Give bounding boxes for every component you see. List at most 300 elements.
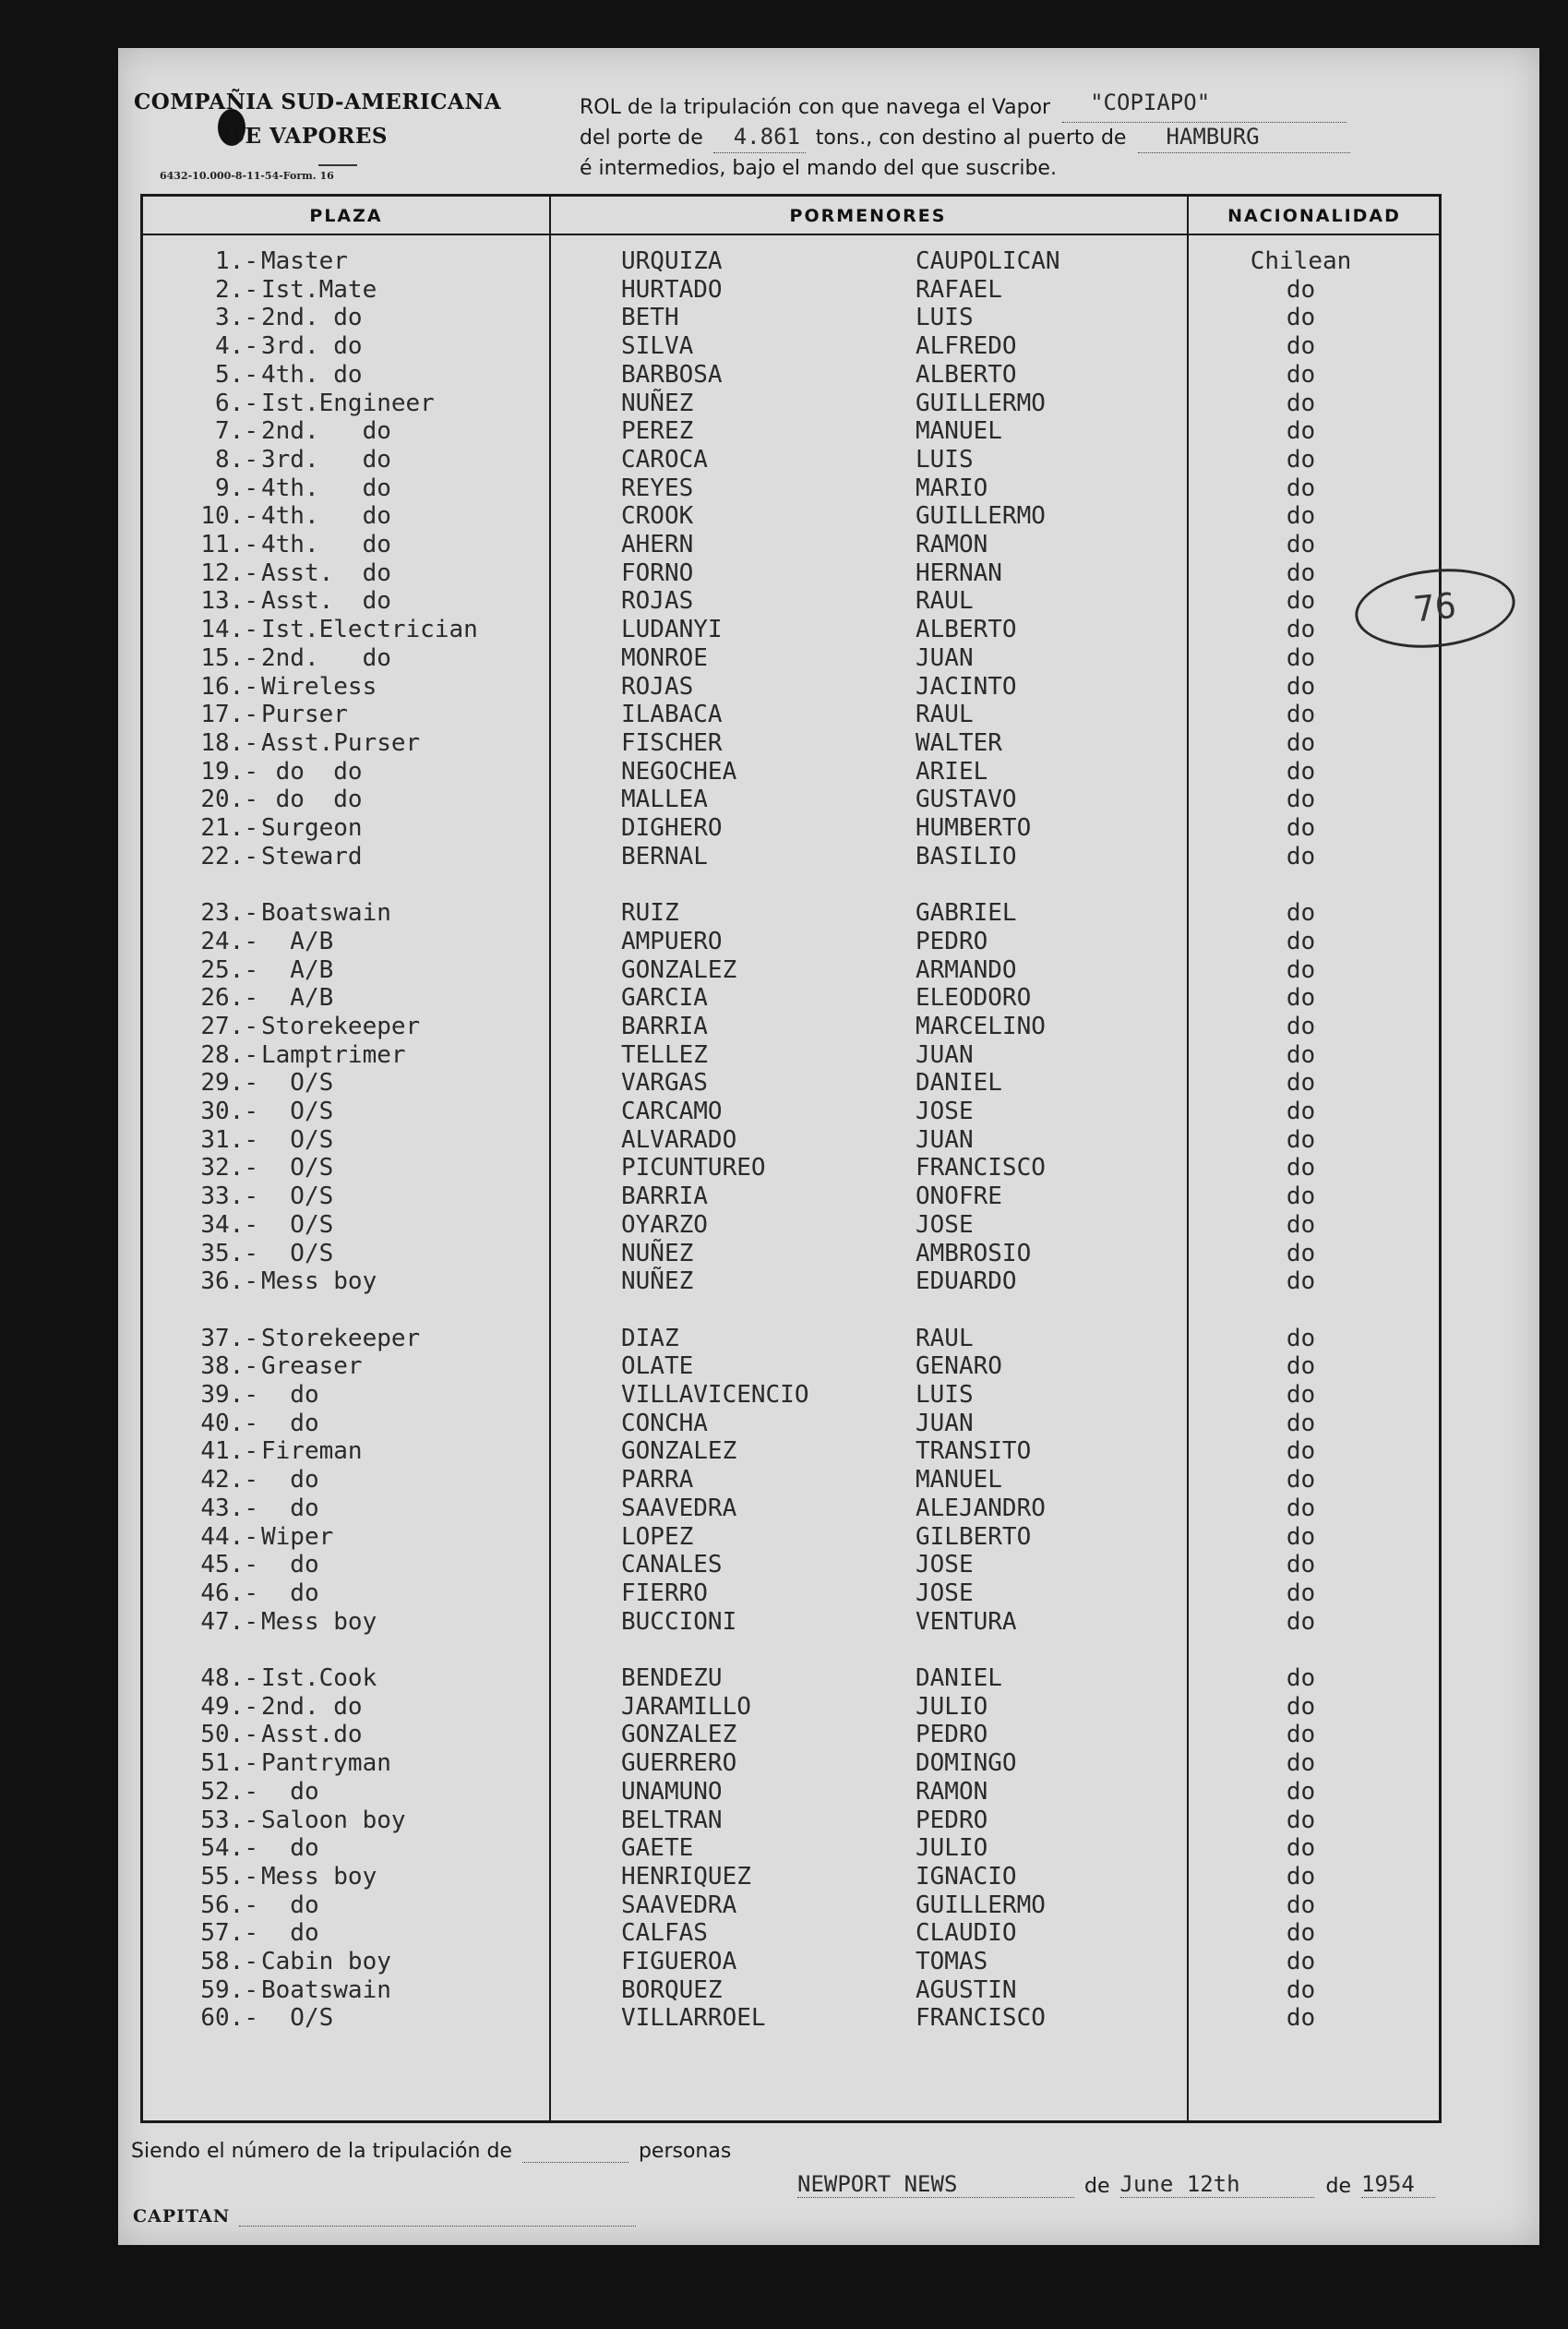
given-name: GUSTAVO [916, 786, 1017, 814]
given-name: WALTER [916, 728, 1002, 757]
table-row [0, 1098, 1568, 1125]
given-name: VENTURA [916, 1607, 1017, 1636]
position: do [261, 1919, 319, 1948]
position: Cabin boy [261, 1948, 391, 1975]
nationality: do [1286, 2004, 1316, 2033]
row-number: 52.- [200, 1777, 258, 1806]
row-number: 28.- [200, 1040, 258, 1069]
row-number: 15.- [200, 643, 258, 672]
position: Wiper [261, 1522, 334, 1551]
nationality: do [1286, 417, 1316, 446]
given-name: FRANCISCO [916, 2004, 1046, 2033]
table-row [0, 1495, 1568, 1522]
given-name: TRANSITO [916, 1437, 1032, 1466]
row-number: 51.- [200, 1749, 258, 1778]
surname: PEREZ [621, 417, 694, 446]
roll-header [580, 92, 1447, 184]
given-name: RAFAEL [916, 275, 1002, 304]
row-number: 34.- [200, 1210, 258, 1239]
position: do do [261, 757, 363, 786]
given-name: JACINTO [916, 672, 1017, 701]
given-name: HUMBERTO [916, 814, 1032, 842]
row-number: 32.- [200, 1154, 258, 1183]
table-row [0, 1154, 1568, 1182]
given-name: JULIO [916, 1692, 988, 1721]
row-number: 43.- [200, 1494, 258, 1522]
row-number: 8.- [215, 445, 258, 474]
given-name: GUILLERMO [916, 1891, 1046, 1919]
position: Purser [261, 701, 348, 729]
surname: BARRIA [621, 1183, 708, 1211]
table-row [0, 1948, 1568, 1975]
row-number: 47.- [200, 1607, 258, 1636]
surname: BORQUEZ [621, 1975, 723, 2004]
surname: BETH [621, 304, 679, 332]
surname: VARGAS [621, 1069, 708, 1098]
position: Mess boy [261, 1267, 377, 1296]
row-number: 17.- [200, 701, 258, 729]
year: 1954 [1361, 2171, 1415, 2197]
header-rule [143, 234, 1439, 235]
given-name: RAMON [916, 1777, 988, 1806]
given-name: PEDRO [916, 1721, 988, 1749]
surname: AMPUERO [621, 927, 723, 955]
surname: CARCAMO [621, 1098, 723, 1125]
header-line-2-prefix: del porte de [580, 126, 703, 150]
surname: CANALES [621, 1551, 723, 1579]
given-name: PEDRO [916, 1806, 988, 1834]
nationality: do [1286, 984, 1316, 1013]
given-name: CAUPOLICAN [916, 247, 1060, 275]
row-number: 46.- [200, 1579, 258, 1607]
table-row [0, 729, 1568, 757]
row-number: 31.- [200, 1125, 258, 1154]
row-number: 45.- [200, 1551, 258, 1579]
position: 4th. do [261, 502, 391, 531]
position: 4th. do [261, 474, 391, 502]
table-row [0, 1919, 1568, 1947]
surname: ROJAS [621, 587, 694, 616]
given-name: DOMINGO [916, 1749, 1017, 1778]
table-row [0, 786, 1568, 813]
given-name: JUAN [916, 643, 974, 672]
table-row [0, 1183, 1568, 1210]
column-header-pormenores: PORMENORES [789, 206, 947, 226]
position: Mess boy [261, 1607, 377, 1636]
tonnage-field [713, 124, 806, 153]
surname: BELTRAN [621, 1806, 723, 1834]
position: Boatswain [261, 899, 391, 928]
given-name: MARCELINO [916, 1012, 1046, 1040]
row-number: 4.- [215, 332, 258, 361]
given-name: MANUEL [916, 1466, 1002, 1495]
row-number: 10.- [200, 502, 258, 531]
position: Asst.Purser [261, 728, 421, 757]
given-name: LUIS [916, 304, 974, 332]
row-number: 21.- [200, 814, 258, 842]
nationality: do [1286, 1409, 1316, 1437]
nationality: do [1286, 1749, 1316, 1778]
column-header-plaza: PLAZA [309, 206, 383, 226]
position: Wireless [261, 672, 377, 701]
nationality: do [1286, 1494, 1316, 1522]
nationality: do [1286, 332, 1316, 361]
row-number: 9.- [215, 474, 258, 502]
vessel-field [1062, 90, 1347, 123]
position: O/S [261, 1239, 334, 1267]
surname: OLATE [621, 1352, 694, 1381]
nationality: do [1286, 927, 1316, 955]
surname: RUIZ [621, 899, 679, 928]
surname: CAROCA [621, 445, 708, 474]
given-name: JOSE [916, 1551, 974, 1579]
row-number: 35.- [200, 1239, 258, 1267]
given-name: AGUSTIN [916, 1975, 1017, 2004]
row-number: 40.- [200, 1409, 258, 1437]
given-name: GILBERTO [916, 1522, 1032, 1551]
surname: HURTADO [621, 275, 723, 304]
given-name: BASILIO [916, 842, 1017, 870]
position: O/S [261, 1069, 334, 1098]
surname: ROJAS [621, 672, 694, 701]
nationality: do [1286, 1834, 1316, 1863]
position: Mess boy [261, 1862, 377, 1891]
surname: GONZALEZ [621, 955, 737, 984]
row-number: 27.- [200, 1012, 258, 1040]
nationality: do [1286, 1891, 1316, 1919]
de-label-2: de [1325, 2175, 1351, 2198]
table-row [0, 899, 1568, 927]
row-number: 19.- [200, 757, 258, 786]
given-name: ALBERTO [916, 616, 1017, 644]
given-name: DANIEL [916, 1069, 1002, 1098]
surname: MONROE [621, 643, 708, 672]
nationality: do [1286, 1210, 1316, 1239]
surname: BARBOSA [621, 360, 723, 389]
nationality: do [1286, 1381, 1316, 1409]
position: 3rd. do [261, 332, 363, 361]
table-row [0, 1211, 1568, 1239]
place: NEWPORT NEWS [797, 2171, 958, 2197]
row-number: 18.- [200, 728, 258, 757]
position: do [261, 1891, 319, 1919]
table-row [0, 1778, 1568, 1806]
position: A/B [261, 927, 334, 955]
nationality: do [1286, 1806, 1316, 1834]
table-row [0, 758, 1568, 786]
given-name: JUAN [916, 1409, 974, 1437]
table-row [0, 928, 1568, 955]
nationality: do [1286, 445, 1316, 474]
tonnage: 4.861 [733, 124, 800, 150]
place-field [797, 2171, 1074, 2198]
position: 2nd. do [261, 1692, 363, 1721]
nationality: do [1286, 1125, 1316, 1154]
table-row [0, 1807, 1568, 1834]
position: do [261, 1381, 319, 1409]
row-number: 42.- [200, 1466, 258, 1495]
surname: DIGHERO [621, 814, 723, 842]
position: do [261, 1579, 319, 1607]
row-number: 59.- [200, 1975, 258, 2004]
given-name: ALEJANDRO [916, 1494, 1046, 1522]
surname: GONZALEZ [621, 1721, 737, 1749]
table-row [0, 502, 1568, 530]
de-label-1: de [1084, 2175, 1110, 2198]
given-name: RAUL [916, 701, 974, 729]
row-number: 13.- [200, 587, 258, 616]
vessel-name: "COPIAPO" [1090, 90, 1211, 115]
surname: PICUNTUREO [621, 1154, 766, 1183]
table-row [0, 1608, 1568, 1636]
table-row [0, 1126, 1568, 1154]
given-name: JULIO [916, 1834, 988, 1863]
header-line-3: é intermedios, bajo el mando del que suscribe. [580, 157, 1057, 180]
surname: NEGOCHEA [621, 757, 737, 786]
row-number: 11.- [200, 531, 258, 558]
nationality: do [1286, 701, 1316, 729]
surname: DIAZ [621, 1324, 679, 1352]
header-line-2-mid: tons., con destino al puerto de [815, 126, 1127, 150]
surname: GUERRERO [621, 1749, 737, 1778]
surname: OYARZO [621, 1210, 708, 1239]
row-number: 26.- [200, 984, 258, 1013]
table-row [0, 1352, 1568, 1380]
position: O/S [261, 1125, 334, 1154]
position: Pantryman [261, 1749, 391, 1778]
nationality: do [1286, 474, 1316, 502]
surname: SAAVEDRA [621, 1891, 737, 1919]
table-row [0, 247, 1568, 275]
nationality: do [1286, 728, 1316, 757]
row-number: 20.- [200, 786, 258, 814]
nationality: do [1286, 1154, 1316, 1183]
given-name: ALBERTO [916, 360, 1017, 389]
position: do [261, 1494, 319, 1522]
surname: BUCCIONI [621, 1607, 737, 1636]
nationality: do [1286, 1098, 1316, 1125]
table-row [0, 474, 1568, 502]
position: O/S [261, 2004, 334, 2033]
position: 3rd. do [261, 445, 391, 474]
row-number: 50.- [200, 1721, 258, 1749]
punch-hole [59, 109, 105, 155]
position: Asst. do [261, 558, 391, 587]
crew-count-prefix: Siendo el número de la tripulación de [131, 2140, 512, 2163]
row-number: 24.- [200, 927, 258, 955]
position: O/S [261, 1154, 334, 1183]
position: O/S [261, 1183, 334, 1211]
nationality: do [1286, 1324, 1316, 1352]
header-line-1 [580, 92, 1447, 123]
row-number: 33.- [200, 1183, 258, 1211]
nationality: do [1286, 1183, 1316, 1211]
row-number: 41.- [200, 1437, 258, 1466]
nationality: do [1286, 786, 1316, 814]
nationality: do [1286, 1579, 1316, 1607]
page-number-stamp: 76 [1351, 561, 1519, 655]
column-header-nacionalidad: NACIONALIDAD [1227, 206, 1401, 226]
position: O/S [261, 1098, 334, 1125]
surname: VILLARROEL [621, 2004, 766, 2033]
given-name: JOSE [916, 1210, 974, 1239]
table-row [0, 1749, 1568, 1777]
row-number: 60.- [200, 2004, 258, 2033]
table-row [0, 361, 1568, 389]
row-number: 36.- [200, 1267, 258, 1296]
row-number: 3.- [215, 304, 258, 332]
table-row [0, 1267, 1568, 1295]
nationality: do [1286, 955, 1316, 984]
given-name: GUILLERMO [916, 502, 1046, 531]
surname: FIGUEROA [621, 1948, 737, 1975]
given-name: IGNACIO [916, 1862, 1017, 1891]
given-name: AMBROSIO [916, 1239, 1032, 1267]
nationality: do [1286, 531, 1316, 558]
position: A/B [261, 984, 334, 1013]
row-number: 23.- [200, 899, 258, 928]
row-number: 37.- [200, 1324, 258, 1352]
nationality: do [1286, 672, 1316, 701]
nationality: do [1286, 1012, 1316, 1040]
form-code: 6432-10.000-8-11-54-Form. 16 [160, 170, 334, 182]
given-name: ALFREDO [916, 332, 1017, 361]
nationality: Chilean [1250, 247, 1352, 275]
row-number: 48.- [200, 1664, 258, 1692]
destination-field [1138, 124, 1350, 153]
nationality: do [1286, 558, 1316, 587]
position: A/B [261, 955, 334, 984]
year-field [1361, 2171, 1435, 2198]
header-line-2 [580, 123, 1447, 153]
position: do do [261, 786, 363, 814]
company-name [134, 85, 540, 153]
row-number: 54.- [200, 1834, 258, 1863]
table-row [0, 1976, 1568, 2004]
given-name: ARIEL [916, 757, 988, 786]
position: Boatswain [261, 1975, 391, 2004]
nationality: do [1286, 1069, 1316, 1098]
surname: PARRA [621, 1466, 694, 1495]
position: Saloon boy [261, 1806, 406, 1834]
position: do [261, 1551, 319, 1579]
table-row [0, 956, 1568, 984]
given-name: GUILLERMO [916, 389, 1046, 417]
surname: BENDEZU [621, 1664, 723, 1692]
surname: GARCIA [621, 984, 708, 1013]
nationality: do [1286, 587, 1316, 616]
date: June 12th [1119, 2171, 1240, 2197]
position: Greaser [261, 1352, 363, 1381]
table-row [0, 843, 1568, 870]
table-row [0, 1041, 1568, 1069]
given-name: LUIS [916, 445, 974, 474]
captain-line [133, 2206, 636, 2227]
surname: CONCHA [621, 1409, 708, 1437]
nationality: do [1286, 1692, 1316, 1721]
table-row [0, 587, 1568, 615]
nationality: do [1286, 1466, 1316, 1495]
row-number: 1.- [215, 247, 258, 275]
position: do [261, 1834, 319, 1863]
given-name: GABRIEL [916, 899, 1017, 928]
position: do [261, 1777, 319, 1806]
given-name: PEDRO [916, 927, 988, 955]
position: 2nd. do [261, 643, 391, 672]
surname: BERNAL [621, 842, 708, 870]
form-divider [318, 164, 357, 166]
position: Master [261, 247, 348, 275]
nationality: do [1286, 616, 1316, 644]
nationality: do [1286, 1040, 1316, 1069]
surname: NUÑEZ [621, 1239, 694, 1267]
given-name: LUIS [916, 1381, 974, 1409]
place-date-line [797, 2171, 1435, 2198]
given-name: RAMON [916, 531, 988, 558]
row-number: 44.- [200, 1522, 258, 1551]
row-number: 57.- [200, 1919, 258, 1948]
nationality: do [1286, 1777, 1316, 1806]
destination: HAMBURG [1166, 124, 1260, 150]
table-row [0, 1437, 1568, 1465]
position: Ist.Electrician [261, 616, 478, 644]
position: Storekeeper [261, 1012, 421, 1040]
row-number: 29.- [200, 1069, 258, 1098]
row-number: 55.- [200, 1862, 258, 1891]
given-name: CLAUDIO [916, 1919, 1017, 1948]
given-name: JOSE [916, 1579, 974, 1607]
table-row [0, 701, 1568, 728]
surname: ALVARADO [621, 1125, 737, 1154]
nationality: do [1286, 1607, 1316, 1636]
surname: UNAMUNO [621, 1777, 723, 1806]
surname: VILLAVICENCIO [621, 1381, 809, 1409]
surname: NUÑEZ [621, 1267, 694, 1296]
row-number: 22.- [200, 842, 258, 870]
given-name: DANIEL [916, 1664, 1002, 1692]
row-number: 2.- [215, 275, 258, 304]
surname: ILABACA [621, 701, 723, 729]
nationality: do [1286, 1919, 1316, 1948]
nationality: do [1286, 643, 1316, 672]
row-number: 56.- [200, 1891, 258, 1919]
nationality: do [1286, 842, 1316, 870]
table-row [0, 417, 1568, 445]
position: O/S [261, 1210, 334, 1239]
nationality: do [1286, 360, 1316, 389]
table-row [0, 2004, 1568, 2032]
nationality: do [1286, 899, 1316, 928]
given-name: GENARO [916, 1352, 1002, 1381]
captain-label: CAPITAN [133, 2206, 231, 2227]
table-row [0, 1891, 1568, 1919]
given-name: JUAN [916, 1040, 974, 1069]
crew-count-field [522, 2142, 628, 2163]
table-row [0, 1240, 1568, 1267]
nationality: do [1286, 1721, 1316, 1749]
table-row [0, 1325, 1568, 1352]
company-line-1: COMPAÑIA SUD-AMERICANA [134, 90, 502, 114]
table-row [0, 390, 1568, 417]
table-row [0, 446, 1568, 474]
row-number: 49.- [200, 1692, 258, 1721]
table-row [0, 1834, 1568, 1862]
given-name: HERNAN [916, 558, 1002, 587]
nationality: do [1286, 1975, 1316, 2004]
header-line-1-text: ROL de la tripulación con que navega el Vapor [580, 96, 1051, 119]
position: Steward [261, 842, 363, 870]
table-row [0, 1664, 1568, 1692]
